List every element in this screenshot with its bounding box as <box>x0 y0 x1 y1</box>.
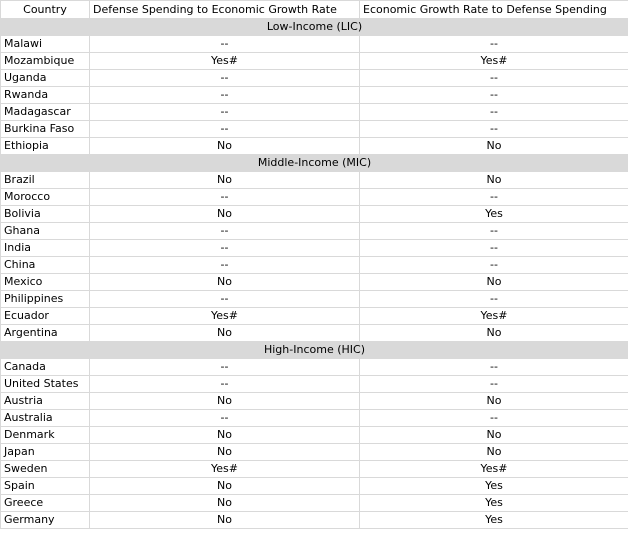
table-row <box>1 53 628 70</box>
growth-to-defense-cell[interactable]: -- <box>360 189 628 206</box>
header-growth-to-defense[interactable]: Economic Growth Rate to Defense Spending <box>360 1 628 19</box>
defense-to-growth-cell[interactable]: Yes# <box>90 461 360 478</box>
growth-to-defense-cell[interactable]: No <box>360 172 628 189</box>
table-row <box>1 257 628 274</box>
country-cell[interactable]: China <box>1 257 90 274</box>
defense-to-growth-cell[interactable]: -- <box>90 257 360 274</box>
country-cell[interactable]: Denmark <box>1 427 90 444</box>
growth-to-defense-cell[interactable]: -- <box>360 36 628 53</box>
defense-to-growth-cell[interactable]: No <box>90 393 360 410</box>
group-header-row <box>1 342 628 359</box>
country-cell[interactable]: Japan <box>1 444 90 461</box>
table-row <box>1 121 628 138</box>
growth-to-defense-cell[interactable]: No <box>360 393 628 410</box>
table-row <box>1 223 628 240</box>
defense-to-growth-cell[interactable]: No <box>90 172 360 189</box>
table-row <box>1 461 628 478</box>
table-row <box>1 359 628 376</box>
country-cell[interactable]: Sweden <box>1 461 90 478</box>
country-cell[interactable]: Bolivia <box>1 206 90 223</box>
growth-to-defense-cell[interactable]: -- <box>360 376 628 393</box>
country-cell[interactable]: Uganda <box>1 70 90 87</box>
growth-to-defense-cell[interactable]: No <box>360 274 628 291</box>
header-row <box>1 1 628 19</box>
defense-to-growth-cell[interactable]: -- <box>90 376 360 393</box>
table-row <box>1 444 628 461</box>
growth-to-defense-cell[interactable]: Yes <box>360 478 628 495</box>
growth-to-defense-cell[interactable]: No <box>360 427 628 444</box>
table-row <box>1 478 628 495</box>
table-row <box>1 172 628 189</box>
table-row <box>1 274 628 291</box>
defense-to-growth-cell[interactable]: Yes# <box>90 53 360 70</box>
growth-to-defense-cell[interactable]: -- <box>360 291 628 308</box>
country-cell[interactable]: Germany <box>1 512 90 529</box>
country-cell[interactable]: Morocco <box>1 189 90 206</box>
defense-to-growth-cell[interactable]: Yes# <box>90 308 360 325</box>
table-row <box>1 325 628 342</box>
growth-to-defense-cell[interactable]: -- <box>360 121 628 138</box>
header-country[interactable]: Country <box>1 1 90 19</box>
defense-to-growth-cell[interactable]: No <box>90 444 360 461</box>
country-cell[interactable]: United States <box>1 376 90 393</box>
defense-to-growth-cell[interactable]: -- <box>90 410 360 427</box>
growth-to-defense-cell[interactable]: -- <box>360 240 628 257</box>
country-cell[interactable]: Greece <box>1 495 90 512</box>
group-label[interactable]: Low-Income (LIC) <box>1 19 628 36</box>
table-row <box>1 410 628 427</box>
table-row <box>1 308 628 325</box>
growth-to-defense-cell[interactable]: -- <box>360 359 628 376</box>
defense-to-growth-cell[interactable]: -- <box>90 291 360 308</box>
country-cell[interactable]: Ethiopia <box>1 138 90 155</box>
country-cell[interactable]: Ecuador <box>1 308 90 325</box>
growth-to-defense-cell[interactable]: Yes <box>360 206 628 223</box>
country-cell[interactable]: Malawi <box>1 36 90 53</box>
table-row <box>1 138 628 155</box>
growth-to-defense-cell[interactable]: Yes <box>360 495 628 512</box>
defense-to-growth-cell[interactable]: -- <box>90 223 360 240</box>
defense-to-growth-cell[interactable]: No <box>90 325 360 342</box>
table-row <box>1 376 628 393</box>
country-cell[interactable]: Brazil <box>1 172 90 189</box>
country-cell[interactable]: Rwanda <box>1 87 90 104</box>
table-row <box>1 495 628 512</box>
table-row <box>1 104 628 121</box>
table-row <box>1 70 628 87</box>
country-cell[interactable]: Philippines <box>1 291 90 308</box>
growth-to-defense-cell[interactable]: -- <box>360 410 628 427</box>
country-cell[interactable]: Mozambique <box>1 53 90 70</box>
defense-to-growth-cell[interactable]: -- <box>90 121 360 138</box>
table-row <box>1 291 628 308</box>
growth-to-defense-cell[interactable]: -- <box>360 70 628 87</box>
table-row <box>1 87 628 104</box>
growth-to-defense-cell[interactable]: Yes# <box>360 461 628 478</box>
growth-to-defense-cell[interactable]: Yes <box>360 512 628 529</box>
group-header-row <box>1 19 628 36</box>
growth-to-defense-cell[interactable]: Yes# <box>360 308 628 325</box>
group-header-row <box>1 155 628 172</box>
group-label[interactable]: Middle-Income (MIC) <box>1 155 628 172</box>
defense-to-growth-cell[interactable]: -- <box>90 189 360 206</box>
defense-to-growth-cell[interactable]: No <box>90 274 360 291</box>
header-defense-to-growth[interactable]: Defense Spending to Economic Growth Rate <box>90 1 360 19</box>
table-row <box>1 206 628 223</box>
table-row <box>1 512 628 529</box>
country-cell[interactable]: Argentina <box>1 325 90 342</box>
growth-to-defense-cell[interactable]: -- <box>360 223 628 240</box>
defense-to-growth-cell[interactable]: No <box>90 427 360 444</box>
defense-to-growth-cell[interactable]: -- <box>90 87 360 104</box>
table-row <box>1 189 628 206</box>
growth-to-defense-cell[interactable]: No <box>360 444 628 461</box>
defense-to-growth-cell[interactable]: -- <box>90 70 360 87</box>
defense-to-growth-cell[interactable]: No <box>90 206 360 223</box>
growth-to-defense-cell[interactable]: -- <box>360 257 628 274</box>
country-cell[interactable]: Austria <box>1 393 90 410</box>
country-cell[interactable]: Canada <box>1 359 90 376</box>
table-row <box>1 393 628 410</box>
table-body <box>1 1 628 529</box>
growth-to-defense-cell[interactable]: No <box>360 325 628 342</box>
country-cell[interactable]: India <box>1 240 90 257</box>
group-label[interactable]: High-Income (HIC) <box>1 342 628 359</box>
growth-to-defense-cell[interactable]: -- <box>360 87 628 104</box>
country-cell[interactable]: Spain <box>1 478 90 495</box>
growth-to-defense-cell[interactable]: -- <box>360 104 628 121</box>
country-cell[interactable]: Mexico <box>1 274 90 291</box>
defense-to-growth-cell[interactable]: -- <box>90 104 360 121</box>
country-cell[interactable]: Australia <box>1 410 90 427</box>
defense-to-growth-cell[interactable]: -- <box>90 36 360 53</box>
defense-to-growth-cell[interactable]: No <box>90 512 360 529</box>
defense-to-growth-cell[interactable]: -- <box>90 359 360 376</box>
table-row <box>1 36 628 53</box>
growth-to-defense-cell[interactable]: Yes# <box>360 53 628 70</box>
country-cell[interactable]: Ghana <box>1 223 90 240</box>
defense-to-growth-cell[interactable]: No <box>90 478 360 495</box>
table-row <box>1 240 628 257</box>
defense-to-growth-cell[interactable]: -- <box>90 240 360 257</box>
country-cell[interactable]: Burkina Faso <box>1 121 90 138</box>
defense-to-growth-cell[interactable]: No <box>90 138 360 155</box>
growth-to-defense-cell[interactable]: No <box>360 138 628 155</box>
table-row <box>1 427 628 444</box>
country-cell[interactable]: Madagascar <box>1 104 90 121</box>
defense-to-growth-cell[interactable]: No <box>90 495 360 512</box>
